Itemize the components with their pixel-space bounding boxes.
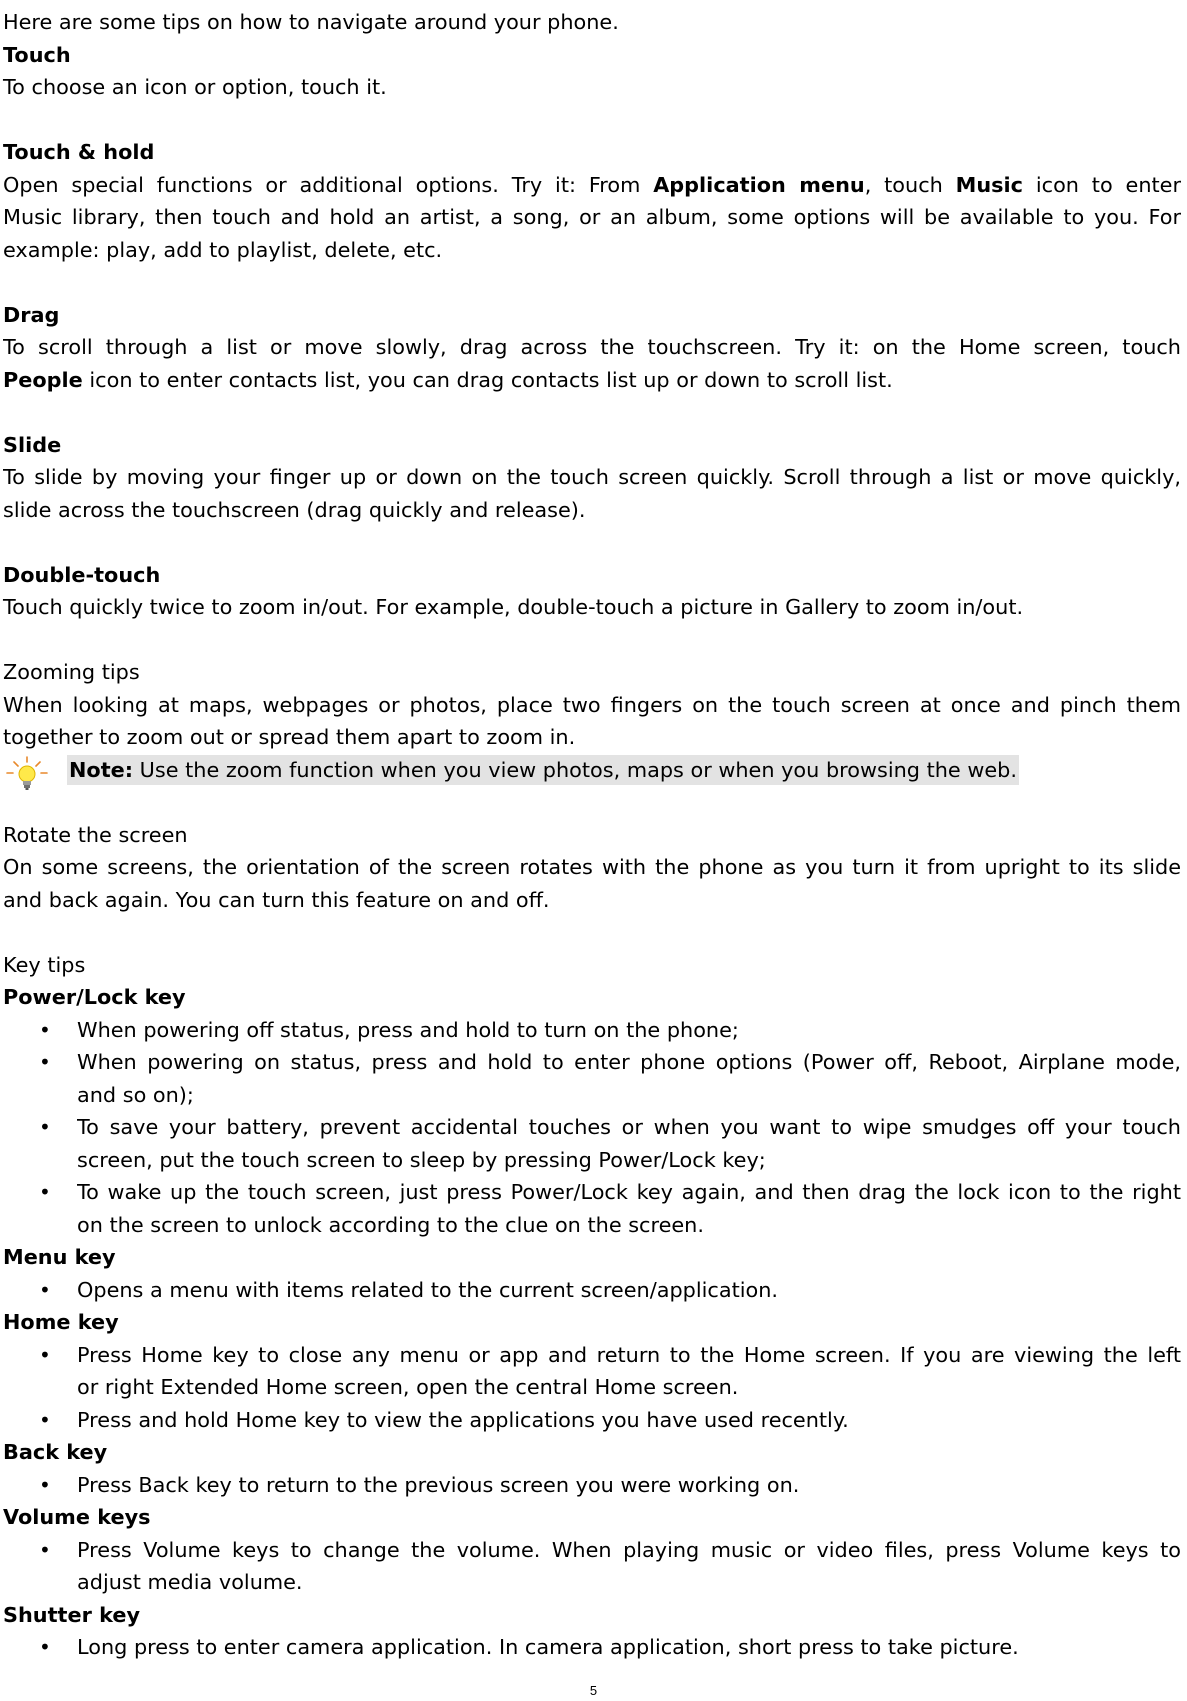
touch-hold-line-1: Open special functions or additional options. Try it: From Application menu, touch Music icon to enter [3, 172, 1181, 197]
heading-touch-hold: Touch & hold [3, 140, 155, 164]
list-item: • When powering off status, press and hold to turn on the phone; [3, 1014, 1181, 1047]
touch-hold-line-2: Music library, then touch and hold an artist, a song, or an album, some options will be available to you. For [3, 205, 1181, 229]
drag-line-1: To scroll through a list or move slowly, drag across the touchscreen. Try it: on the Home screen, touch [3, 335, 1181, 359]
heading-home-key: Home key [3, 1310, 119, 1334]
list-item: • When powering on status, press and hold to enter phone options (Power off, Reboot, Airplane mode, and so on); [3, 1046, 1181, 1111]
intro-text: Here are some tips on how to navigate around your phone. [3, 10, 619, 34]
list-item: • To save your battery, prevent accidental touches or when you want to wipe smudges off your touch screen, put the touch screen to sleep by pressing Power/Lock key; [3, 1111, 1181, 1176]
heading-slide: Slide [3, 432, 62, 457]
volume-keys-list [3, 1534, 1181, 1599]
list-item: • Long press to enter camera application. In camera application, short press to take picture. [3, 1631, 1181, 1664]
zooming-line-2: together to zoom out or spread them apart to zoom in. [3, 725, 576, 749]
note-text: Note: Use the zoom function when you view photos, maps or when you browsing the web. [67, 755, 1019, 785]
home-key-list [3, 1339, 1181, 1437]
zooming-line-1: When looking at maps, webpages or photos, place two fingers on the touch screen at once and pinch them [3, 692, 1181, 717]
power-lock-list [3, 1014, 1181, 1242]
menu-key-list [3, 1274, 1181, 1307]
heading-zooming-tips: Zooming tips [3, 660, 140, 684]
rotate-line-1: On some screens, the orientation of the screen rotates with the phone as you turn it from upright to its slide [3, 855, 1181, 879]
touch-hold-line-3: example: play, add to playlist, delete, etc. [3, 237, 443, 262]
list-item: • Press and hold Home key to view the applications you have used recently. [3, 1404, 1181, 1437]
heading-double-touch: Double-touch [3, 562, 161, 587]
list-item: • Press Home key to close any menu or app and return to the Home screen. If you are viewing the left or right Extended Home screen, open the central Home screen. [3, 1339, 1181, 1404]
drag-line-2: People icon to enter contacts list, you can drag contacts list up or down to scroll list. [3, 367, 893, 392]
heading-menu-key: Menu key [3, 1245, 116, 1269]
list-item: • To wake up the touch screen, just press Power/Lock key again, and then drag the lock icon to the right on the screen to unlock according to the clue on the screen. [3, 1176, 1181, 1241]
list-item: • Press Back key to return to the previous screen you were working on. [3, 1469, 1181, 1502]
list-item: • Opens a menu with items related to the current screen/application. [3, 1274, 1181, 1307]
slide-line-2: slide across the touchscreen (drag quickly and release). [3, 497, 586, 522]
heading-power-lock-key: Power/Lock key [3, 985, 186, 1009]
heading-volume-keys: Volume keys [3, 1505, 151, 1529]
heading-back-key: Back key [3, 1440, 108, 1464]
heading-touch: Touch [3, 42, 71, 67]
shutter-key-list [3, 1631, 1181, 1664]
double-touch-text: Touch quickly twice to zoom in/out. For example, double-touch a picture in Gallery to zoom in/out. [3, 595, 1024, 619]
back-key-list [3, 1469, 1181, 1502]
heading-rotate-screen: Rotate the screen [3, 822, 188, 847]
page-number: 5 [589, 1683, 598, 1698]
heading-shutter-key: Shutter key [3, 1602, 141, 1627]
heading-key-tips: Key tips [3, 952, 86, 977]
touch-text: To choose an icon or option, touch it. [3, 75, 387, 99]
list-item: • Press Volume keys to change the volume. When playing music or video files, press Volume keys to adjust media volume. [3, 1534, 1181, 1599]
slide-line-1: To slide by moving your finger up or down on the touch screen quickly. Scroll through a list or move quickly, [3, 465, 1181, 489]
rotate-line-2: and back again. You can turn this feature on and off. [3, 887, 550, 912]
document-page [3, 6, 1181, 1664]
note-callout [3, 754, 1181, 787]
heading-drag: Drag [3, 302, 60, 327]
lightbulb-icon [5, 756, 49, 796]
